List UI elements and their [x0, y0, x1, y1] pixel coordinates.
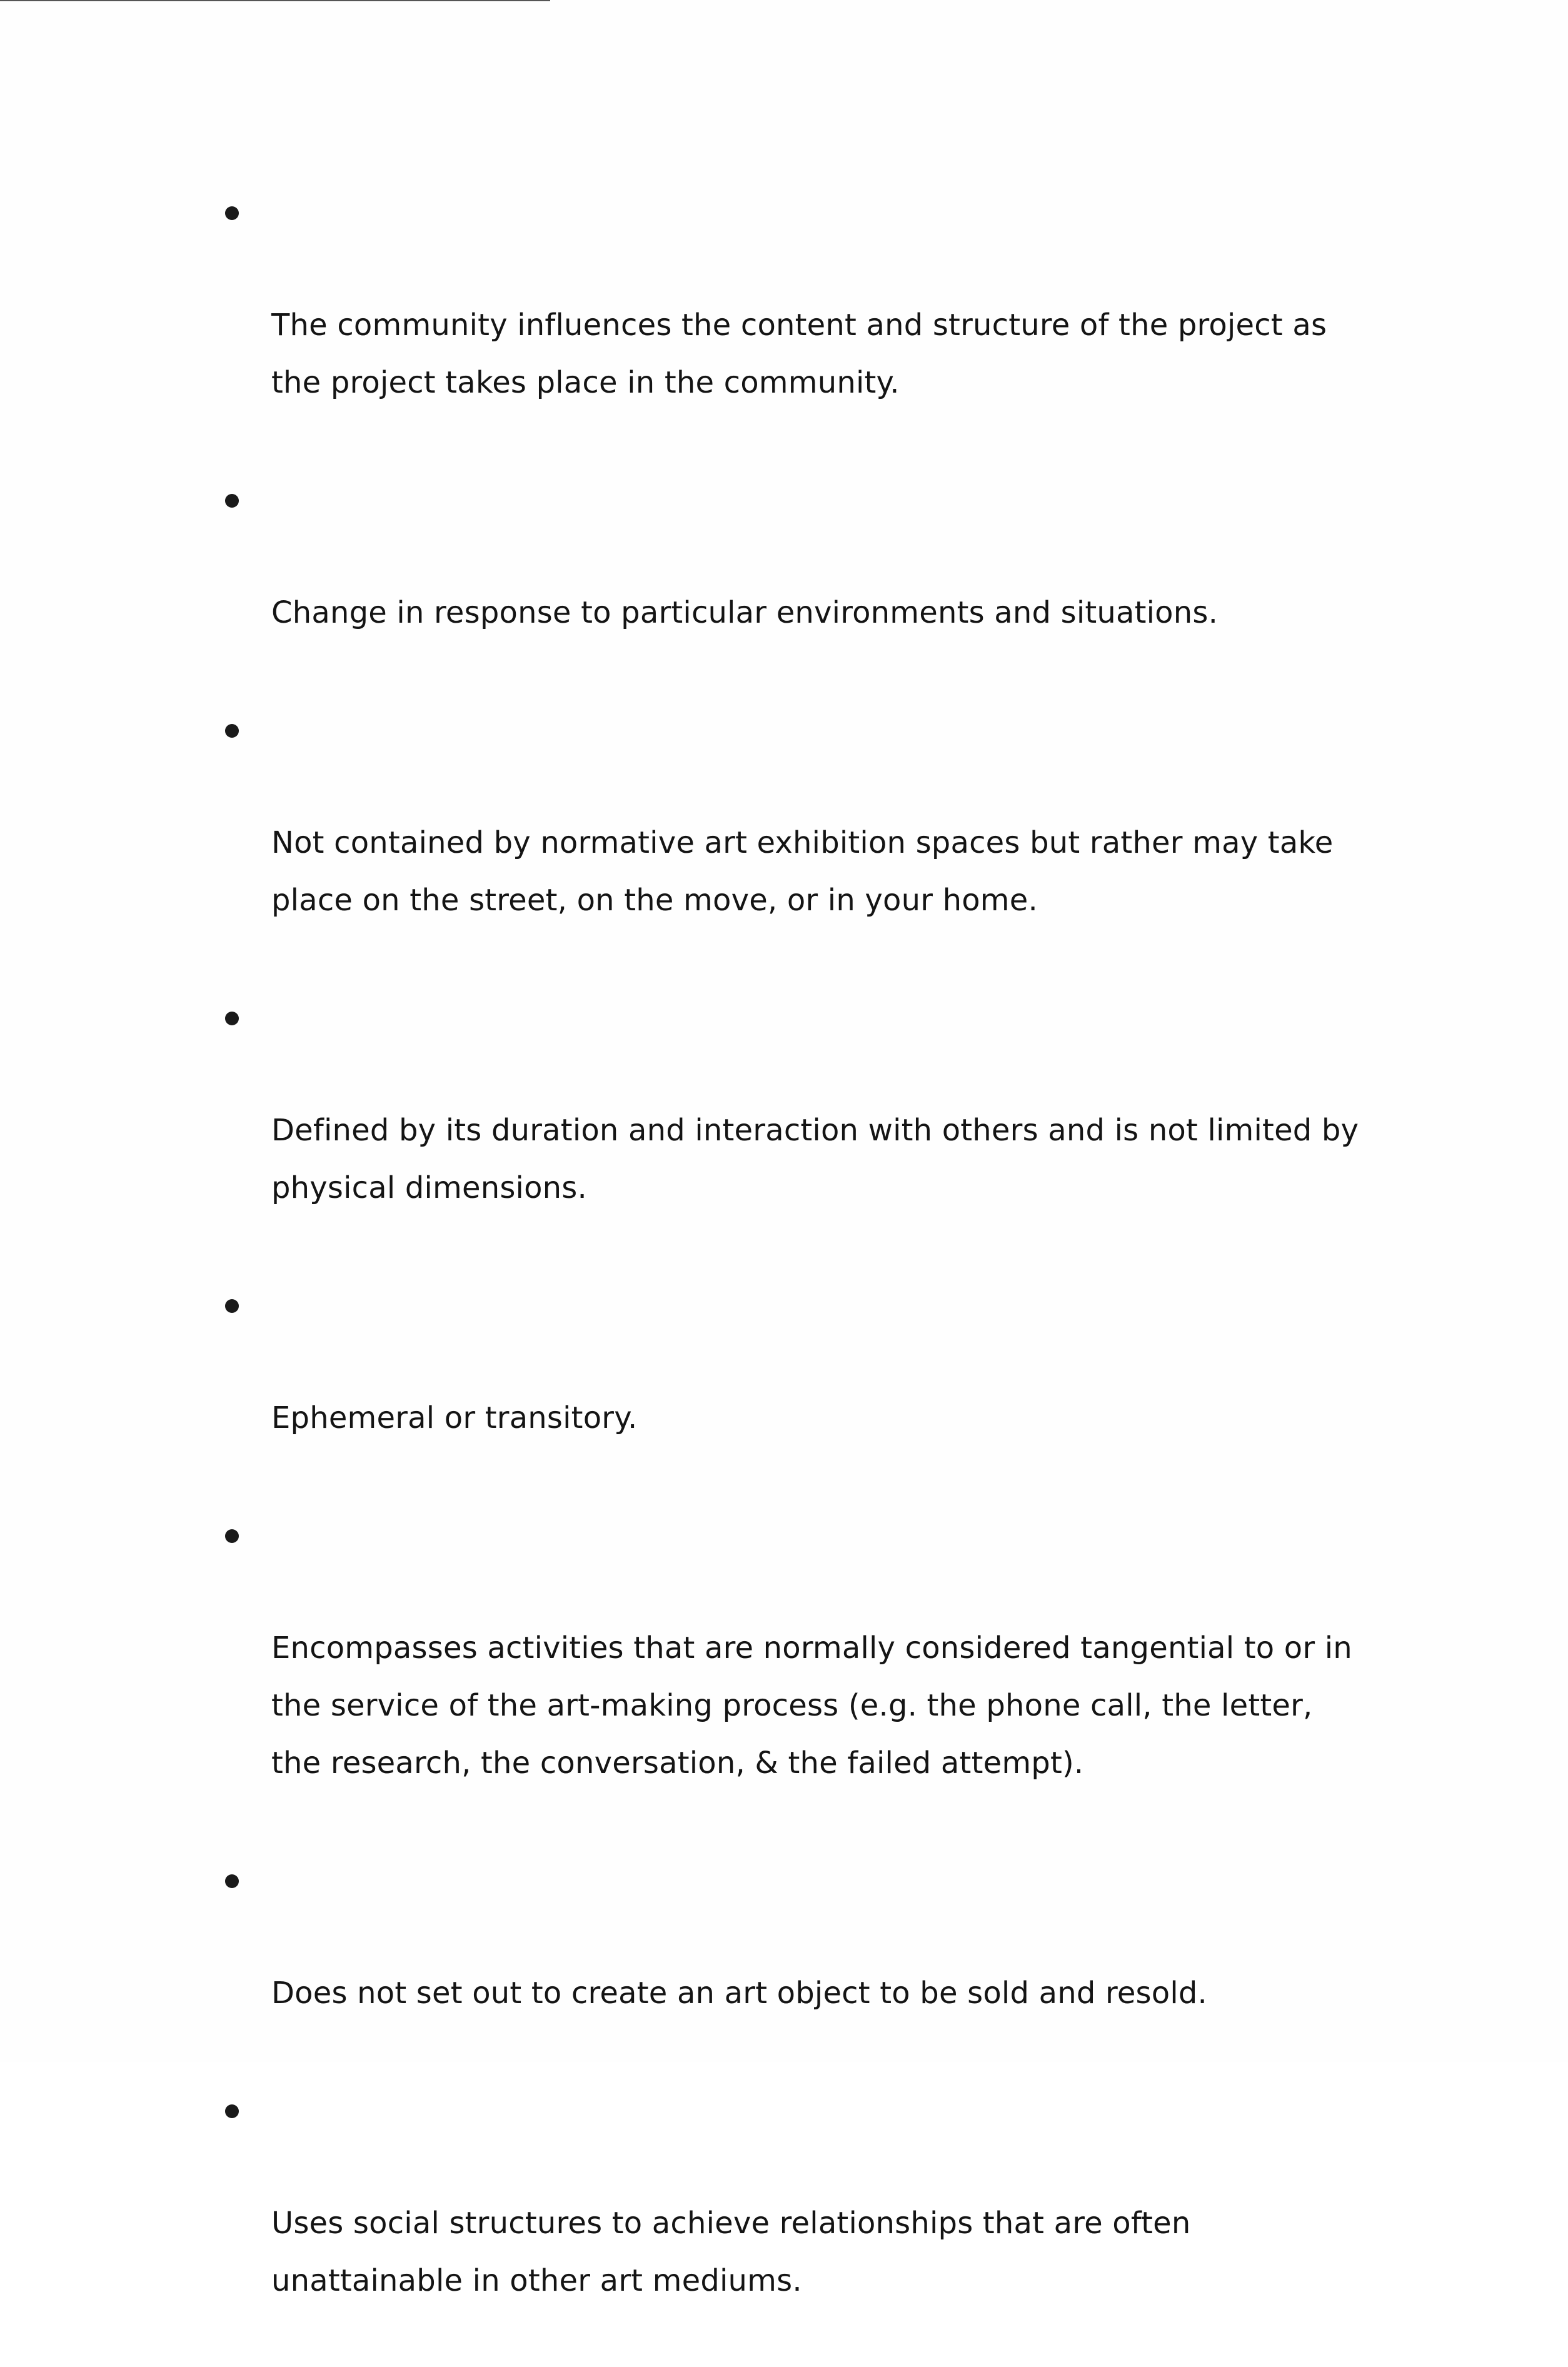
- bullet-icon: [225, 1874, 239, 1888]
- bullet-icon: [225, 206, 239, 220]
- bullet-icon: [225, 494, 239, 508]
- bullet-icon: [225, 2104, 239, 2118]
- list-item: [225, 1274, 1425, 1504]
- list-item: [225, 469, 1425, 699]
- list-item: [225, 1849, 1425, 2079]
- bullet-text: Uses social structures to achieve relationships that are often unattainable in other art mediums.: [271, 2206, 1191, 2298]
- list-item: [225, 181, 1425, 469]
- bullet-text: Change in response to particular environments and situations.: [271, 595, 1219, 630]
- bullet-text: Encompasses activities that are normally considered tangential to or in the service of the art-making process (e.g. the phone call, the letter, the research, the conversation, & the failed attempt).: [271, 1631, 1352, 1781]
- list-item: [225, 2079, 1425, 2367]
- bullet-icon: [225, 724, 239, 738]
- bullet-icon: [225, 1299, 239, 1313]
- bullet-list: [225, 181, 1425, 2367]
- bullet-text: Defined by its duration and interaction with others and is not limited by physical dimensions.: [271, 1113, 1359, 1205]
- bullet-text: Ephemeral or transitory.: [271, 1400, 638, 1435]
- scan-edge-line: [0, 0, 550, 1]
- bullet-text: The community influences the content and structure of the project as the project takes place in the community.: [271, 308, 1327, 400]
- list-item: [225, 987, 1425, 1274]
- list-item: [225, 1504, 1425, 1849]
- list-item: [225, 699, 1425, 987]
- bullet-icon: [225, 1529, 239, 1543]
- bullet-text: Does not set out to create an art object to be sold and resold.: [271, 1976, 1207, 2011]
- bullet-icon: [225, 1012, 239, 1025]
- bullet-text: Not contained by normative art exhibition spaces but rather may take place on the street, on the move, or in your home.: [271, 825, 1334, 918]
